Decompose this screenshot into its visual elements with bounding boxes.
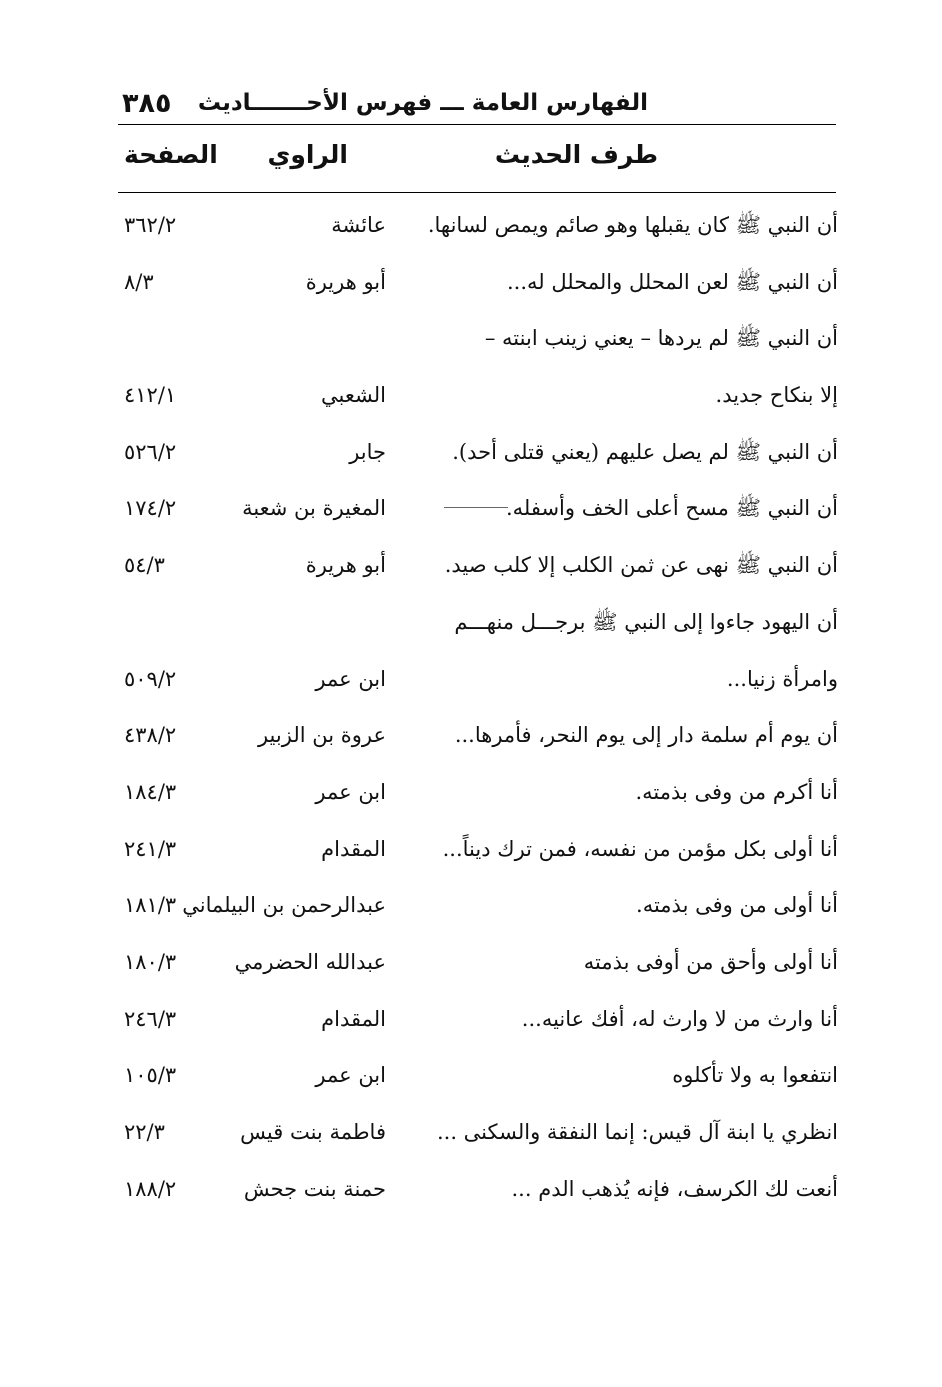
page-ref: ٥٠٩/٢ [124,666,177,691]
narrator: عروة بن الزبير [257,723,386,748]
table-row [118,370,838,427]
narrator: فاطمة بنت قيس [240,1120,386,1144]
hadith-text: إلا بنكاح جديد. [715,383,838,408]
column-header-hadith: طرف الحديث [494,140,658,169]
running-title: الفهارس العامة ـــ فهرس الأحـــــــاديث [197,90,648,116]
page-number: ٣٨٥ [122,88,172,119]
narrator: حمنة بنت جحش [243,1176,386,1201]
page-ref: ١٨٨/٢ [124,1176,177,1201]
table-row [118,427,838,484]
table-row [118,880,838,937]
hadith-text: أن يوم أم سلمة دار إلى يوم النحر، فأمرها... [454,723,838,748]
hadith-text: أنعت لك الكرسف، فإنه يُذهب الدم ... [511,1176,838,1201]
hadith-text: أن النبي ﷺ لعن المحلل والمحلل له... [507,269,838,294]
table-row [118,1164,838,1221]
page-ref: ٤١٢/١ [124,383,177,408]
page-ref: ٢٤١/٣ [124,836,177,861]
table-row [118,200,838,257]
hadith-text: أنا أولى وأحق من أوفى بذمته [583,949,838,974]
table-row [118,540,838,597]
page-ref: ٤٣٨/٢ [124,723,177,748]
page-ref: ١٧٤/٢ [124,496,177,521]
table-row [118,767,838,824]
table-row [118,313,838,370]
narrator: ابن عمر [315,779,386,804]
hadith-text: أن النبي ﷺ لم يصل عليهم (يعني قتلى أحد). [452,439,838,464]
header-rule [118,124,836,125]
hadith-text: أنا أولى من وفى بذمته. [636,893,838,918]
narrator: أبو هريرة [305,269,386,294]
narrator: عبدالله الحضرمي [234,949,386,974]
table-row [118,937,838,994]
hadith-index-table [118,200,838,1220]
column-header-narrator: الراوي [267,140,348,169]
page-ref: ٢٤٦/٣ [124,1006,177,1031]
narrator: عائشة [331,213,386,237]
page-ref: ٣٦٢/٢ [124,213,177,237]
table-row [118,597,838,654]
page-ref: ٢٢/٣ [124,1120,165,1144]
running-header [118,84,838,124]
narrator: جابر [349,439,386,464]
hadith-text: انظري يا ابنة آل قيس: إنما النفقة والسكنى ... [436,1120,838,1144]
hadith-text: أن اليهود جاءوا إلى النبي ﷺ برجـــل منهـــم [454,609,838,634]
table-row [118,1107,838,1164]
hadith-text: وامرأة زنيا... [726,666,838,691]
page-ref: ١٨١/٣ [124,893,177,918]
table-row [118,257,838,314]
narrator: ابن عمر [315,1063,386,1088]
column-header-page: الصفحة [124,140,218,169]
table-row [118,994,838,1051]
page-ref: ١٨٤/٣ [124,779,177,804]
narrator: أبو هريرة [305,553,386,578]
hadith-text: أن النبي ﷺ مسح أعلى الخف وأسفله. [505,496,838,521]
narrator: المغيرة بن شعبة [242,496,386,521]
narrator: عبدالرحمن بن البيلماني [182,893,386,918]
narrator: المقدام [321,1006,386,1031]
narrator: ابن عمر [315,666,386,691]
table-row [118,824,838,881]
page-ref: ٥٤/٣ [124,553,165,578]
hadith-text: أنا وارث من لا وارث له، أفك عانيه... [521,1006,838,1031]
column-headers [118,140,838,188]
column-header-rule [118,192,836,193]
narrator: المقدام [321,836,386,861]
hadith-text: أن النبي ﷺ كان يقبلها وهو صائم ويمص لسانها. [427,213,838,237]
dash-rule [444,507,508,508]
hadith-text: أنا أولى بكل مؤمن من نفسه، فمن ترك ديناً... [442,836,838,861]
table-row [118,483,838,540]
hadith-text: أن النبي ﷺ لم يردها – يعني زينب ابنته – [484,326,838,351]
page-ref: ٨/٣ [124,269,154,294]
page-ref: ٥٢٦/٢ [124,439,177,464]
table-row [118,654,838,711]
hadith-text: انتفعوا به ولا تأكلوه [672,1063,838,1088]
narrator: الشعبي [321,383,386,408]
hadith-text: أنا أكرم من وفى بذمته. [635,779,838,804]
table-row [118,710,838,767]
page-ref: ١٨٠/٣ [124,949,177,974]
table-row [118,1050,838,1107]
hadith-text: أن النبي ﷺ نهى عن ثمن الكلب إلا كلب صيد. [444,553,838,578]
page-ref: ١٠٥/٣ [124,1063,177,1088]
